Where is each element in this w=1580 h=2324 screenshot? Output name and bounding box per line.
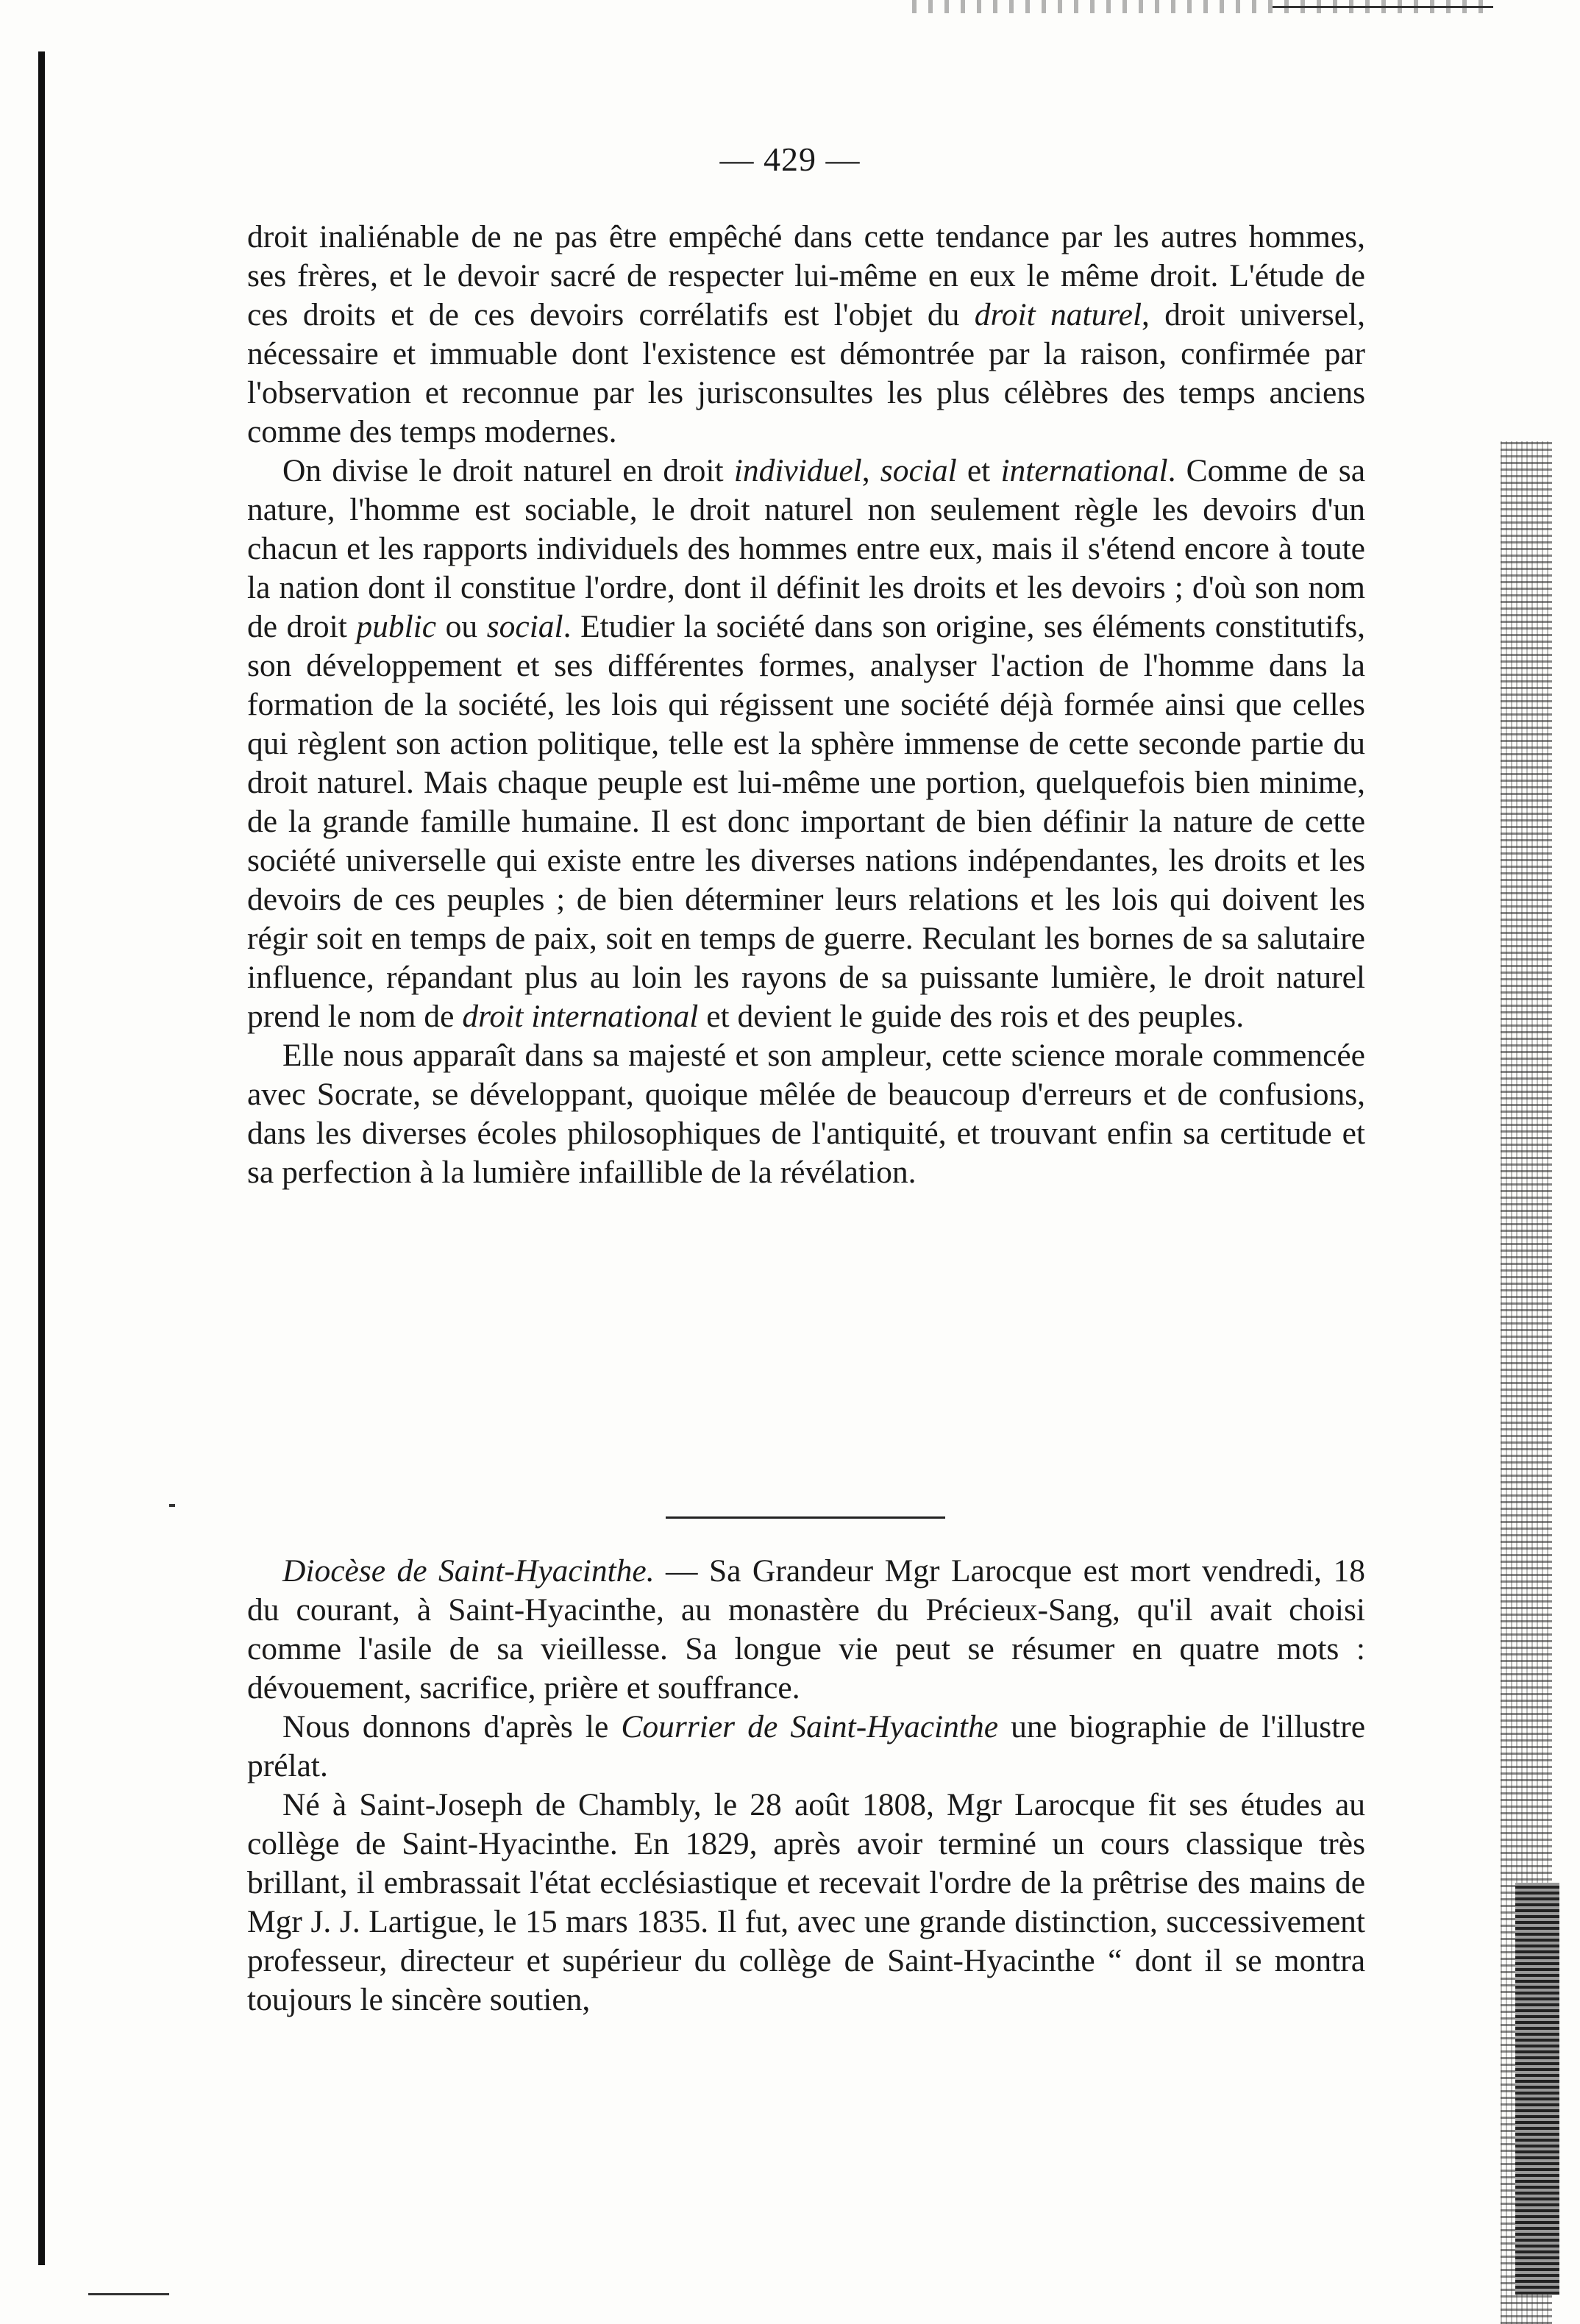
scan-right-edge-dark [1515,1883,1559,2295]
margin-dash [169,1504,175,1507]
paragraph-2-italic-6: droit international [462,999,699,1034]
paragraph-3: Elle nous apparaît dans sa majesté et son ampleur, cette science morale commencée avec Socrate, se développant, quoique mêlée de beaucoup d'erreurs et de confusions, dans les diverses écoles philosophiques de l'antiquité, et trouvant enfin sa certitude et sa perfection à la lumière infaillible de la révélation. [247,1038,1365,1190]
paragraph-2-text-a: On divise le droit naturel en droit [282,453,734,488]
section-separator [666,1516,945,1519]
diocese-paragraph-2-italic: Courrier de Saint-Hyacinthe [621,1709,999,1744]
paragraph-2-italic-1: individuel [733,453,862,488]
diocese-paragraph-1 [247,1552,1365,1708]
paragraph-2-text-d: . Comme de sa nature, l'homme est sociable, le droit naturel non seulement règle les devoirs d'un chacun et les rapports individuels des hommes entre eux, mais il s'étend encore à toute la nation dont il constitue l'ordre, dont il définit les droits et les devoirs ; d'où son nom de droit [247,453,1366,644]
paragraph-2-italic-4: public [356,609,437,644]
diocese-paragraph-2-text-b: une biographie de l'illustre prélat. [247,1709,1366,1783]
diocese-paragraph-1-text: — Sa Grandeur Mgr Larocque est mort vendredi, 18 du courant, à Saint-Hyacinthe, au monastère du Précieux-Sang, qu'il avait choisi comme l'asile de sa vieillesse. Sa longue vie peut se résumer en quatre mots : dévouement, sacrifice, prière et souffrance. [247,1553,1366,1705]
paragraph-1 [247,218,1365,452]
paragraph-2-italic-3: international [1000,453,1168,488]
scan-binding-shadow [38,51,45,2265]
article-droit-naturel [247,218,1365,1192]
paragraph-1-italic: droit naturel [974,297,1142,332]
paragraph-2-text-g: et devient le guide des rois et des peuples. [698,999,1245,1034]
paragraph-2-italic-2: social [880,453,957,488]
paragraph-1-text: droit inaliénable de ne pas être empêché dans cette tendance par les autres hommes, ses frères, et le devoir sacré de respecter lui-même en eux le même droit. L'étude de ces droits et de ces devoirs corrélatifs est l'objet du [247,219,1365,332]
diocese-paragraph-3: Né à Saint-Joseph de Chambly, le 28 août 1808, Mgr Larocque fit ses études au collège de Saint-Hyacinthe. En 1829, après avoir terminé un cours classique très brillant, il embrassait l'état ecclésiastique et recevait l'ordre de la prêtrise des mains de Mgr J. J. Lartigue, le 15 mars 1835. Il fut, avec une grande distinction, successivement professeur, directeur et supérieur du collège de Saint-Hyacinthe “ dont il se montra toujours le sincère soutien, [247,1787,1365,2017]
diocese-heading: Diocèse de Saint-Hyacinthe. [282,1553,655,1589]
diocese-paragraph-2-text-a: Nous donnons d'après le [282,1709,622,1744]
paragraph-1-text-end: , droit universel, nécessaire et immuable dont l'existence est démontrée par la raison, confirmée par l'observation et reconnue par les jurisconsultes les plus célèbres des temps anciens comme des temps modernes. [247,297,1366,449]
paragraph-2-text-c: et [956,453,1001,488]
paragraph-2-italic-5: social [486,609,563,644]
paragraph-2-text-f: . Etudier la société dans son origine, ses éléments constitutifs, son développement et ses différentes formes, analyser l'action de l'homme dans la formation de la société, les lois qui régissent une société déjà formée ainsi que celles qui règlent son action politique, telle est la sphère immense de cette seconde partie du droit naturel. Mais chaque peuple est lui-même une portion, quelquefois bien minime, de la grande famille humaine. Il est donc important de bien définir la nature de cette société universelle qui existe entre les diverses nations indépendantes, les droits et les devoirs de ces peuples ; de bien déterminer leurs relations et les lois qui doivent les régir soit en temps de paix, soit en temps de guerre. Reculant les bornes de sa salutaire influence, répandant plus au loin les rayons de sa puissante lumière, le droit naturel prend le nom de [247,609,1365,1034]
scan-top-line [1273,6,1493,8]
scan-bottom-mark [88,2293,169,2295]
page-number: — 429 — [719,140,861,178]
article-diocese [247,1552,1365,2020]
paragraph-2 [247,452,1365,1036]
paragraph-2-text-b: , [861,453,880,488]
diocese-paragraph-2 [247,1708,1365,1786]
paragraph-2-text-e: ou [436,609,487,644]
